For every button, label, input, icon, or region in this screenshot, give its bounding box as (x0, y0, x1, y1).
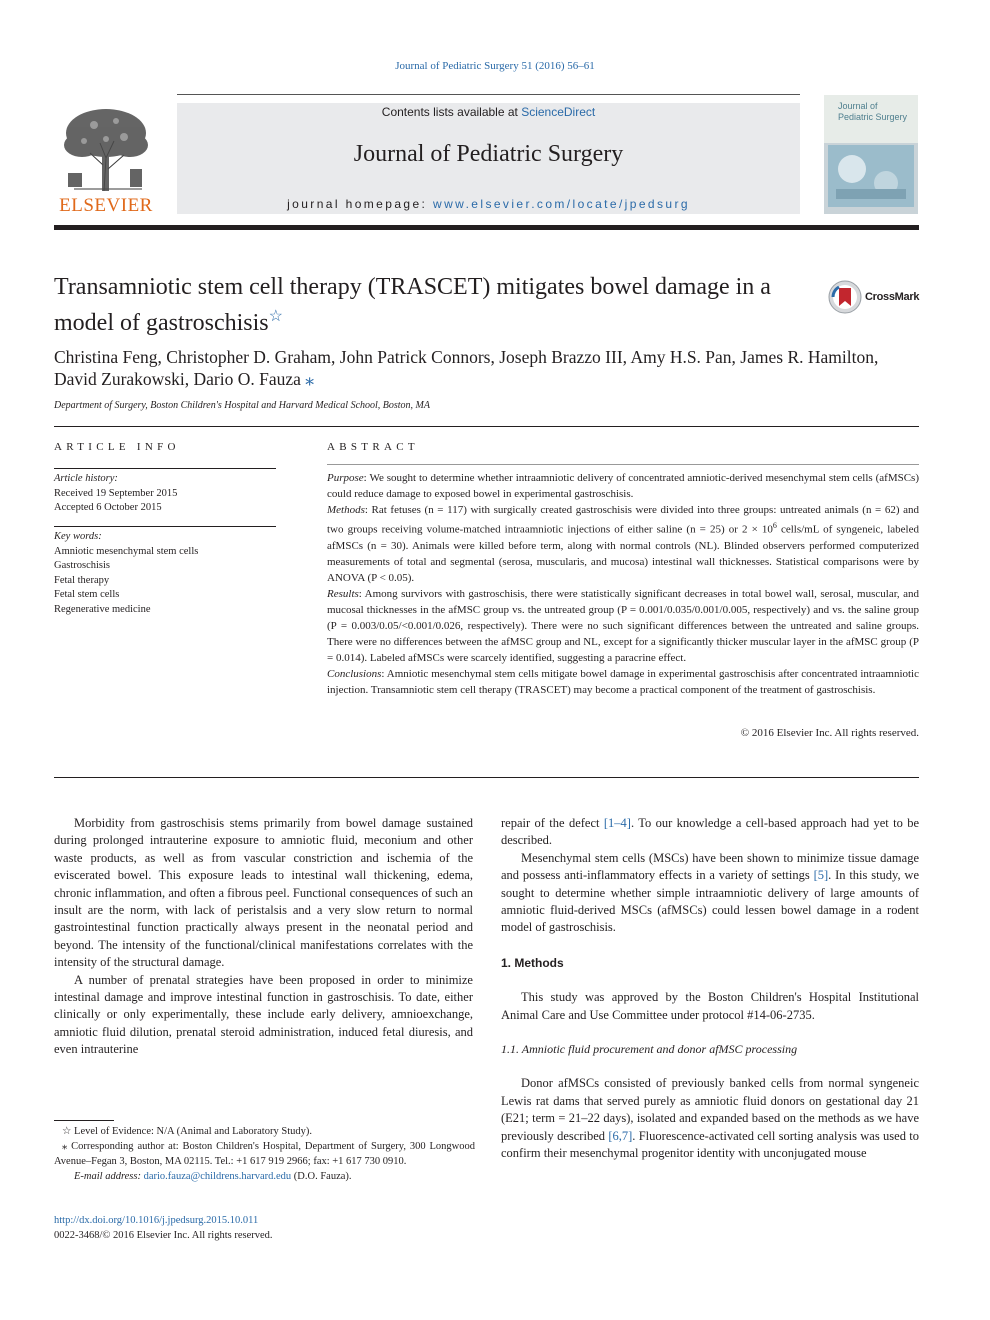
article-bottom-meta (54, 1213, 273, 1243)
body-paragraph: Donor afMSCs consisted of previously banked cells from normal syngeneic Lewis rat dams that served purely as amniotic fluid donors on gestational day 21 (E21; term = 21–22 days), isolated and expanded based on the methods as we have previously described [6,7]. Fluorescence-activated cell sorting analysis was used to confirm their mesenchymal progenitor identity with unconjugated mouse (501, 1076, 920, 1161)
abstract-copyright: © 2016 Elsevier Inc. All rights reserved. (740, 727, 919, 739)
citation-link[interactable]: [6,7] (608, 1128, 633, 1143)
author-list (54, 346, 924, 390)
abstract-bottom-rule (54, 777, 919, 778)
article-info-heading: ARTICLE INFO (54, 441, 180, 453)
sciencedirect-link[interactable]: ScienceDirect (521, 105, 596, 119)
crossmark-icon (828, 280, 862, 314)
elsevier-logo[interactable] (54, 103, 158, 215)
cover-header (824, 95, 918, 143)
journal-title: Journal of Pediatric Surgery (353, 141, 624, 167)
footnotes (54, 1124, 475, 1184)
title-footnote-mark[interactable]: ☆ (268, 308, 283, 325)
elsevier-wordmark: ELSEVIER (59, 195, 153, 216)
body-left-column (54, 815, 473, 1059)
cover-image (828, 145, 914, 207)
keywords (54, 530, 276, 617)
abstract-rule (327, 464, 919, 465)
cover-illustration-icon (828, 145, 914, 207)
info-rule-2 (54, 526, 276, 527)
cover-title: Journal of Pediatric Surgery (838, 101, 908, 122)
info-top-rule (54, 426, 919, 427)
keyword-item: Gastroschisis (54, 560, 110, 571)
footnote-rule (54, 1120, 114, 1121)
keywords-heading: Key words: (54, 531, 102, 542)
abstract-methods: Methods: Rat fetuses (n = 117) with surgically created gastroschisis were divided into three groups: untreated animals (n = 62) and two groups receiving volume-matched intraamniotic injections of either saline (n = 25) or $2 \times 10^6$ cells/mL of syngeneic, labeled afMSCs (n = 30). Animals were killed before term, along with normal controls (NL). Blinded observers performed computerized measurements of total and segmental (serosa, muscularis, and mucosa) intestinal wall thicknesses. Statistical comparisons were by ANOVA (P < 0.05). (327, 504, 919, 584)
footnote-corresponding-author: ⁎ Corresponding author at: Boston Children's Hospital, Department of Surgery, 300 Longwood Avenue–Fegan 3, Boston, MA 02115. Tel.: +1 617 919 2966; fax: +1 617 730 0910. (54, 1141, 475, 1167)
doi-link[interactable]: http://dx.doi.org/10.1016/j.jpedsurg.2015.10.011 (54, 1215, 259, 1226)
article-title: Transamniotic stem cell therapy (TRASCET) mitigates bowel damage in a model of gastroschisis☆ (54, 274, 771, 336)
abstract-results: Results: Among survivors with gastroschisis, there were statistically significant decreases in total bowel wall, serosal, muscular, and mucosal thicknesses in the afMSC group vs. the untreated group (P = 0.001/0.035/0.001/0.005, respectively) and vs. the saline group (P = 0.003/0.05/<0.001/0.026, respectively). There were no such significant differences between the untreated and saline groups. There were no differences between the afMSC group and NL, except for a significantly thicker muscular layer in the afMSC group (P = 0.014). Labeled afMSCs were scarcely identified, suggesting a paracrine effect. (327, 587, 919, 664)
body-paragraph: Morbidity from gastroschisis stems primarily from bowel damage sustained during prolonged intrauterine exposure to amniotic fluid, meconium and other waste products, as well as from vascular constriction and ischemia of the eviscerated bowel. This exposure leads to intestinal wall thickening, edema, chronic inflammation, and often a fibrous peel. Functional consequences of such an insult are the norm, with lack of peristalsis and a very slow return to normal gastrointestinal function practically always present in the neonatal period and beyond. The intensity of the functional/clinical manifestations correlates with the intensity of the structural damage. (54, 816, 473, 970)
body-paragraph: Mesenchymal stem cells (MSCs) have been shown to minimize tissue damage and possess anti-inflammatory effects in a variety of settings [5]. In this study, we sought to determine whether simple intraamniotic delivery of large amounts of amniotic fluid-derived MSCs (afMSCs) could lessen bowel damage in a rodent model of gastroschisis. (501, 850, 919, 935)
citation-link[interactable]: [1–4] (603, 816, 631, 830)
header-rule (54, 225, 919, 230)
journal-homepage: journal homepage: www.elsevier.com/locate/jpedsurg (287, 197, 690, 211)
keyword-item: Regenerative medicine (54, 603, 151, 615)
affiliation: Department of Surgery, Boston Children's Hospital and Harvard Medical School, Boston, MA (54, 400, 430, 411)
accepted-date: Accepted 6 October 2015 (54, 502, 162, 513)
homepage-link[interactable]: www.elsevier.com/locate/jpedsurg (433, 197, 690, 211)
contents-line: Contents lists available at ScienceDirect (381, 105, 596, 119)
received-date: Received 19 September 2015 (54, 487, 178, 499)
body-paragraph: This study was approved by the Boston Children's Hospital Institutional Animal Care and Use Committee under protocol #14-06-2735. (501, 990, 919, 1022)
abstract-heading: ABSTRACT (327, 441, 419, 453)
authors-line-1: Christina Feng, Christopher D. Graham, John Patrick Connors, Joseph Brazzo III, Amy H.S. Pan, James R. Hamilton, (54, 347, 879, 367)
journal-masthead (177, 103, 800, 214)
footnote-level-of-evidence: ☆ Level of Evidence: N/A (Animal and Laboratory Study). (62, 1126, 312, 1137)
body-right-column (501, 815, 919, 1163)
corresponding-author-mark[interactable]: ⁎ (300, 369, 315, 389)
issn-copyright: 0022-3468/© 2016 Elsevier Inc. All rights reserved. (54, 1230, 273, 1241)
footnote-email: E-mail address: dario.fauza@childrens.harvard.edu (D.O. Fauza). (74, 1171, 352, 1182)
body-paragraph: repair of the defect [1–4]. To our knowledge a cell-based approach had yet to be described. (501, 816, 920, 848)
running-head[interactable]: Journal of Pediatric Surgery 51 (2016) 56–61 (395, 60, 595, 72)
section-heading-methods: 1. Methods (501, 955, 564, 970)
subsection-heading: 1.1. Amniotic fluid procurement and donor afMSC processing (501, 1042, 798, 1057)
journal-cover-thumbnail[interactable] (824, 95, 918, 214)
tree-icon (54, 103, 158, 195)
body-paragraph: A number of prenatal strategies have been proposed in order to minimize intestinal damage and improve intestinal function in gastroschisis. To date, either clinically or only experimentally, these include early delivery, amnioexchange, amniotic fluid dilution, prenatal steroid administration, induced fetal diuresis, and even intrauterine (54, 972, 473, 1057)
authors-line-2: David Zurakowski, Dario O. Fauza ⁎ (54, 369, 315, 389)
abstract-body (327, 470, 919, 698)
abstract-purpose: Purpose: We sought to determine whether intraamniotic delivery of concentrated amniotic-derived mesenchymal stem cells (afMSCs) could reduce damage to exposed bowel in experimental gastroschisis. (327, 472, 919, 500)
keyword-item: Amniotic mesenchymal stem cells (54, 545, 199, 557)
crossmark-badge[interactable] (828, 280, 923, 316)
article-history (54, 472, 276, 516)
abstract-conclusions: Conclusions: Amniotic mesenchymal stem cells mitigate bowel damage in experimental gastroschisis after concentrated intraamniotic injection. Transamniotic stem cell therapy (TRASCET) may become a practical component of the treatment of gastroschisis. (327, 667, 919, 696)
masthead-rule (177, 94, 800, 95)
keyword-item: Fetal therapy (54, 574, 110, 586)
citation-link[interactable]: [5] (813, 868, 829, 883)
history-heading: Article history: (54, 473, 118, 484)
info-rule-1 (54, 468, 276, 469)
crossmark-label: CrossMark (865, 291, 920, 303)
keyword-item: Fetal stem cells (54, 589, 120, 600)
email-link[interactable]: dario.fauza@childrens.harvard.edu (143, 1171, 292, 1182)
